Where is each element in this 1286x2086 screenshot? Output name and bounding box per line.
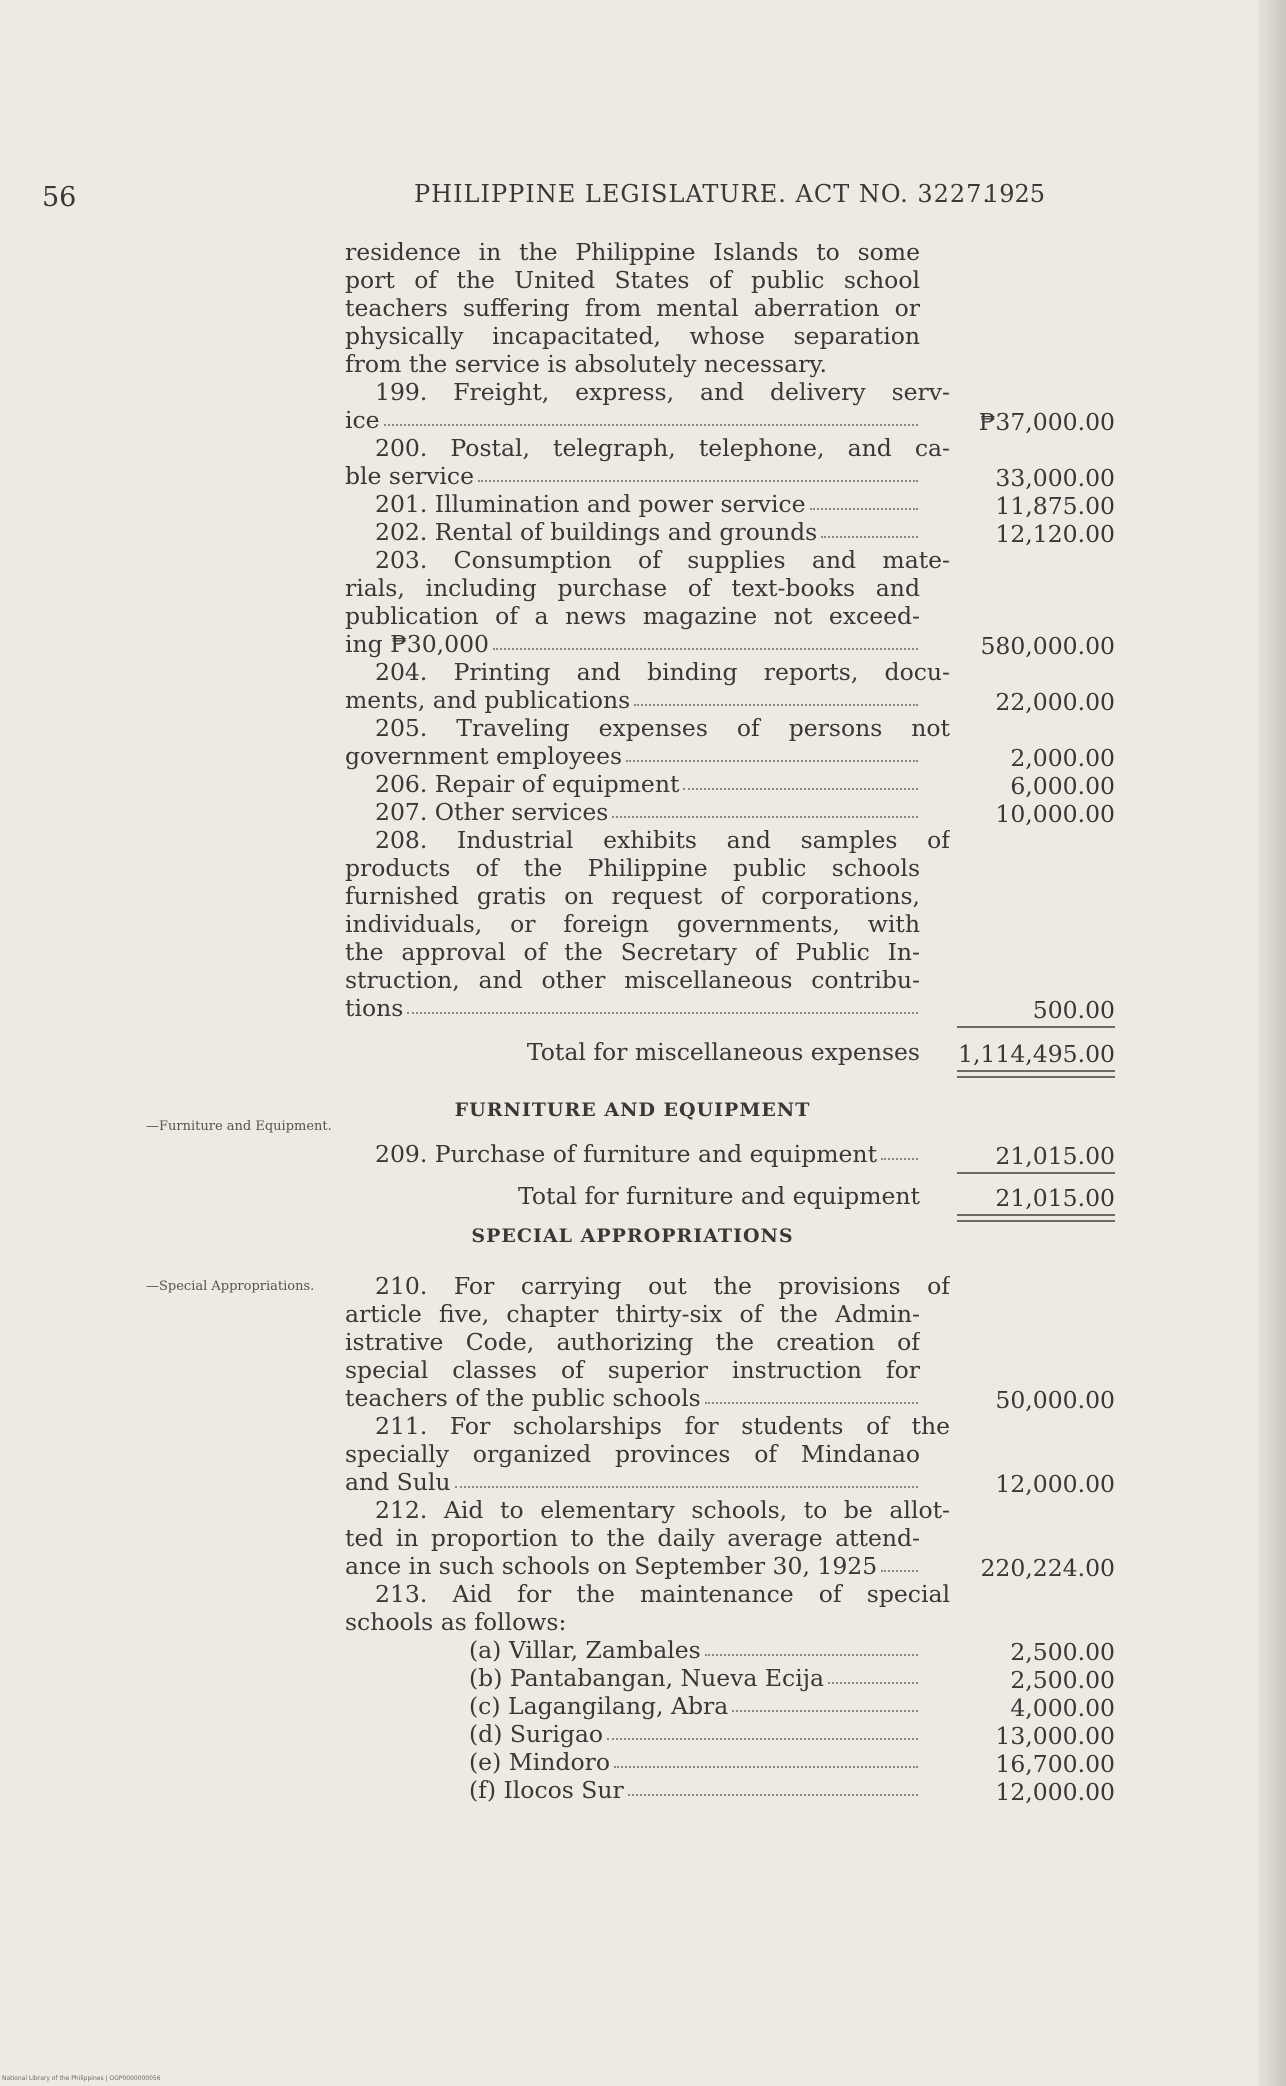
item-text-line bbox=[345, 1272, 1115, 1300]
line-text: istrative Code, authorizing the creation of bbox=[345, 1328, 920, 1356]
line-text: schools as follows: bbox=[345, 1608, 567, 1636]
margin-note-special: —Special Appropriations. bbox=[146, 1279, 315, 1294]
item-amount: 2,000.00 bbox=[1010, 744, 1115, 772]
item-text-line bbox=[345, 826, 1115, 854]
total-furniture bbox=[345, 1182, 1115, 1210]
item-label: (e) Mindoro bbox=[469, 1748, 610, 1776]
line-item bbox=[345, 798, 1115, 826]
item-label: (c) Lagangilang, Abra bbox=[469, 1692, 729, 1720]
line-text: 199. Freight, express, and delivery serv- bbox=[375, 378, 950, 406]
school-item bbox=[345, 1692, 1115, 1720]
item-label: (a) Villar, Zambales bbox=[469, 1636, 701, 1664]
item-text-line bbox=[345, 1412, 1115, 1440]
item-label: and Sulu bbox=[345, 1468, 451, 1496]
line-text: physically incapacitated, whose separation bbox=[345, 322, 920, 350]
item-text-line bbox=[345, 1328, 1115, 1356]
item-text-line bbox=[345, 938, 1115, 966]
line-item bbox=[345, 742, 1115, 770]
dot-leader bbox=[384, 406, 918, 426]
item-label: 206. Repair of equipment bbox=[375, 770, 680, 798]
dot-leader bbox=[881, 1140, 918, 1160]
item-amount: 22,000.00 bbox=[995, 688, 1115, 716]
item-label: ing ₱30,000 bbox=[345, 630, 489, 658]
margin-note-furniture: —Furniture and Equipment. bbox=[146, 1119, 332, 1134]
item-label: tions bbox=[345, 994, 404, 1022]
page-edge-shadow bbox=[1258, 0, 1286, 2086]
line-text: struction, and other miscellaneous contribu- bbox=[345, 966, 920, 994]
item-amount: 50,000.00 bbox=[995, 1386, 1115, 1414]
line-item bbox=[345, 686, 1115, 714]
item-amount: 220,224.00 bbox=[980, 1554, 1115, 1582]
page-number: 56 bbox=[42, 182, 77, 213]
dot-leader bbox=[612, 798, 918, 818]
item-text-line bbox=[345, 966, 1115, 994]
line-item bbox=[345, 406, 1115, 434]
line-text: publication of a news magazine not exceed- bbox=[345, 602, 920, 630]
continuation-line bbox=[345, 266, 1115, 294]
total-rule bbox=[957, 1172, 1115, 1174]
line-item bbox=[345, 518, 1115, 546]
continuation-line bbox=[345, 294, 1115, 322]
line-item bbox=[345, 630, 1115, 658]
line-text: from the service is absolutely necessary. bbox=[345, 350, 827, 378]
item-amount: 33,000.00 bbox=[995, 464, 1115, 492]
dot-leader bbox=[828, 1664, 918, 1684]
dot-leader bbox=[732, 1692, 918, 1712]
item-text-line bbox=[345, 602, 1115, 630]
total-rule bbox=[957, 1026, 1115, 1028]
line-text: the approval of the Secretary of Public In- bbox=[345, 938, 920, 966]
line-text: products of the Philippine public schools bbox=[345, 854, 920, 882]
dot-leader bbox=[614, 1748, 918, 1768]
line-text: teachers suffering from mental aberration or bbox=[345, 294, 920, 322]
dot-leader bbox=[881, 1552, 918, 1572]
item-amount: 12,120.00 bbox=[995, 520, 1115, 548]
total-misc bbox=[345, 1038, 1115, 1066]
item-text-line bbox=[345, 1580, 1115, 1608]
line-text: 208. Industrial exhibits and samples of bbox=[375, 826, 950, 854]
item-amount: 12,000.00 bbox=[995, 1470, 1115, 1498]
dot-leader bbox=[705, 1636, 918, 1656]
item-amount: 580,000.00 bbox=[980, 632, 1115, 660]
line-text: 205. Traveling expenses of persons not bbox=[375, 714, 950, 742]
item-label: 201. Illumination and power service bbox=[375, 490, 806, 518]
item-amount: 2,500.00 bbox=[1010, 1666, 1115, 1694]
item-amount: 2,500.00 bbox=[1010, 1638, 1115, 1666]
item-text-line bbox=[345, 378, 1115, 406]
item-text-line bbox=[345, 1496, 1115, 1524]
line-item bbox=[345, 1468, 1115, 1496]
dot-leader bbox=[478, 462, 918, 482]
heading-special: SPECIAL APPROPRIATIONS bbox=[471, 1225, 794, 1247]
item-amount: 12,000.00 bbox=[995, 1778, 1115, 1806]
line-text: 210. For carrying out the provisions of bbox=[375, 1272, 950, 1300]
item-amount: 16,700.00 bbox=[995, 1750, 1115, 1778]
line-item bbox=[345, 770, 1115, 798]
line-text: rials, including purchase of text-books and bbox=[345, 574, 920, 602]
item-text-line bbox=[345, 1440, 1115, 1468]
item-text-line bbox=[345, 854, 1115, 882]
continuation-line bbox=[345, 238, 1115, 266]
double-rule bbox=[957, 1070, 1115, 1078]
line-text: individuals, or foreign governments, with bbox=[345, 910, 920, 938]
dot-leader bbox=[683, 770, 918, 790]
line-text: specially organized provinces of Mindanao bbox=[345, 1440, 920, 1468]
dot-leader bbox=[810, 490, 918, 510]
double-rule bbox=[957, 1214, 1115, 1222]
item-label: (d) Surigao bbox=[469, 1720, 604, 1748]
item-label: 209. Purchase of furniture and equipment bbox=[375, 1140, 878, 1168]
item-text-line bbox=[345, 434, 1115, 462]
item-label: ments, and publications bbox=[345, 686, 631, 714]
footer-credit: National Library of the Philippines | OGP0000000056 bbox=[2, 2075, 161, 2082]
item-text-line bbox=[345, 574, 1115, 602]
item-text-line bbox=[345, 1356, 1115, 1384]
item-text-line bbox=[345, 910, 1115, 938]
line-text: furnished gratis on request of corporations, bbox=[345, 882, 920, 910]
heading-furniture: FURNITURE AND EQUIPMENT bbox=[454, 1099, 811, 1121]
dot-leader bbox=[626, 742, 918, 762]
line-text: port of the United States of public school bbox=[345, 266, 920, 294]
item-label: ice bbox=[345, 406, 380, 434]
item-label: (f) Ilocos Sur bbox=[469, 1776, 624, 1804]
item-label: 202. Rental of buildings and grounds bbox=[375, 518, 818, 546]
item-amount: 13,000.00 bbox=[995, 1722, 1115, 1750]
item-text-line bbox=[345, 714, 1115, 742]
line-text: 203. Consumption of supplies and mate- bbox=[375, 546, 950, 574]
line-item bbox=[345, 1552, 1115, 1580]
item-amount: ₱37,000.00 bbox=[978, 408, 1115, 436]
line-item bbox=[345, 462, 1115, 490]
line-text: 204. Printing and binding reports, docu- bbox=[375, 658, 950, 686]
item-label: government employees bbox=[345, 742, 623, 770]
school-item bbox=[345, 1748, 1115, 1776]
item-amount: 500.00 bbox=[1032, 996, 1115, 1024]
item-label: ble service bbox=[345, 462, 474, 490]
item-amount: 10,000.00 bbox=[995, 800, 1115, 828]
item-text-line bbox=[345, 1300, 1115, 1328]
total-label: Total for furniture and equipment bbox=[518, 1182, 920, 1210]
dot-leader bbox=[407, 994, 918, 1014]
item-label: teachers of the public schools bbox=[345, 1384, 701, 1412]
line-item bbox=[345, 1384, 1115, 1412]
school-item bbox=[345, 1636, 1115, 1664]
school-item bbox=[345, 1664, 1115, 1692]
item-amount: 4,000.00 bbox=[1010, 1694, 1115, 1722]
item-text-line bbox=[345, 546, 1115, 574]
line-text: 212. Aid to elementary schools, to be allot- bbox=[375, 1496, 950, 1524]
item-amount: 6,000.00 bbox=[1010, 772, 1115, 800]
dot-leader bbox=[607, 1720, 918, 1740]
continuation-line bbox=[345, 322, 1115, 350]
line-item bbox=[345, 994, 1115, 1022]
line-text: 211. For scholarships for students of the bbox=[375, 1412, 950, 1440]
line-text: 200. Postal, telegraph, telephone, and ca- bbox=[375, 434, 950, 462]
item-label: ance in such schools on September 30, 1925 bbox=[345, 1552, 878, 1580]
item-amount: 21,015.00 bbox=[995, 1142, 1115, 1170]
item-amount: 11,875.00 bbox=[995, 492, 1115, 520]
running-head: PHILIPPINE LEGISLATURE. ACT NO. 3227. bbox=[414, 180, 992, 208]
total-amount: 1,114,495.00 bbox=[958, 1040, 1115, 1068]
page-header bbox=[0, 176, 1286, 216]
dot-leader bbox=[634, 686, 918, 706]
line-text: special classes of superior instruction for bbox=[345, 1356, 920, 1384]
item-text-line bbox=[345, 882, 1115, 910]
dot-leader bbox=[493, 630, 918, 650]
dot-leader bbox=[628, 1776, 918, 1796]
furniture-item bbox=[345, 1140, 1115, 1168]
item-label: (b) Pantabangan, Nueva Ecija bbox=[469, 1664, 825, 1692]
line-text: 213. Aid for the maintenance of special bbox=[375, 1580, 950, 1608]
item-text-line bbox=[345, 1608, 1115, 1636]
dot-leader bbox=[455, 1468, 918, 1488]
total-label: Total for miscellaneous expenses bbox=[526, 1038, 920, 1066]
line-text: residence in the Philippine Islands to some bbox=[345, 238, 920, 266]
item-label: 207. Other services bbox=[375, 798, 609, 826]
line-item bbox=[345, 490, 1115, 518]
school-item bbox=[345, 1776, 1115, 1804]
total-amount: 21,015.00 bbox=[995, 1184, 1115, 1212]
line-text: ted in proportion to the daily average attend- bbox=[345, 1524, 920, 1552]
header-year: 1925 bbox=[984, 180, 1046, 208]
line-text: article five, chapter thirty-six of the Admin- bbox=[345, 1300, 920, 1328]
item-text-line bbox=[345, 1524, 1115, 1552]
dot-leader bbox=[821, 518, 918, 538]
item-text-line bbox=[345, 658, 1115, 686]
school-item bbox=[345, 1720, 1115, 1748]
continuation-line bbox=[345, 350, 1115, 378]
dot-leader bbox=[705, 1384, 918, 1404]
